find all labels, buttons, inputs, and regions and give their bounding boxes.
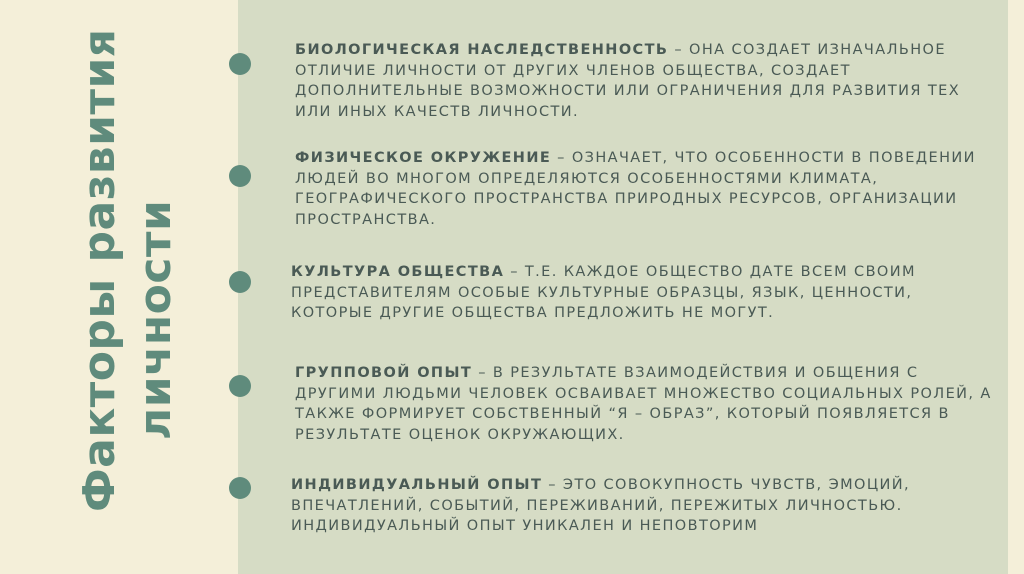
bullet-dot — [229, 271, 251, 293]
factor-text: – В РЕЗУЛЬТАТЕ ВЗАИМОДЕЙСТВИЯ И ОБЩЕНИЯ С ДРУГИМИ ЛЮДЬМИ ЧЕЛОВЕК ОСВАИВАЕТ МНОЖЕСТВО СОЦИАЛЬНЫХ РОЛЕЙ, А ТАКЖЕ ФОРМИРУЕТ СОБСТВЕННЫЙ “Я – ОБРАЗ”, КОТОРЫЙ ПОЯВЛЯЕТСЯ В РЕЗУЛЬТАТЕ ОЦЕНОК ОКРУЖАЮЩИХ. — [295, 365, 992, 443]
bullet-dot — [229, 375, 251, 397]
factor-text: – ОЗНАЧАЕТ, ЧТО ОСОБЕННОСТИ В ПОВЕДЕНИИ ЛЮДЕЙ ВО МНОГОМ ОПРЕДЕЛЯЮТСЯ ОСОБЕННОСТЯМИ КЛИМАТА, ГЕОГРАФИЧЕСКОГО ПРОСТРАНСТВА ПРИРОДНЫХ РЕСУРСОВ, ОРГАНИЗАЦИИ ПРОСТРАНСТВА. — [295, 150, 976, 228]
factor-item — [295, 40, 995, 122]
factor-item — [295, 363, 995, 445]
factor-item — [295, 148, 995, 230]
bullet-dot — [229, 477, 251, 499]
factor-item — [291, 475, 991, 537]
factor-term: ИНДИВИДУАЛЬНЫЙ ОПЫТ — [291, 477, 543, 493]
bullet-dot — [229, 53, 251, 75]
slide-title-line1: Факторы развития — [74, 28, 125, 512]
edge-strip — [1008, 0, 1024, 574]
factor-term: ФИЗИЧЕСКОЕ ОКРУЖЕНИЕ — [295, 150, 552, 166]
slide-title — [72, 28, 184, 512]
factor-text: – Т.Е. КАЖДОЕ ОБЩЕСТВО ДАТЕ ВСЕМ СВОИМ ПРЕДСТАВИТЕЛЯМ ОСОБЫЕ КУЛЬТУРНЫЕ ОБРАЗЦЫ, ЯЗЫК, ЦЕННОСТИ, КОТОРЫЕ ДРУГИЕ ОБЩЕСТВА ПРЕДЛОЖИТЬ НЕ МОГУТ. — [291, 264, 916, 321]
factor-text: – ЭТО СОВОКУПНОСТЬ ЧУВСТВ, ЭМОЦИЙ, ВПЕЧАТЛЕНИЙ, СОБЫТИЙ, ПЕРЕЖИВАНИЙ, ПЕРЕЖИТЫХ ЛИЧНОСТЬЮ. ИНДИВИДУАЛЬНЫЙ ОПЫТ УНИКАЛЕН И НЕПОВТОРИМ — [291, 477, 910, 534]
factor-term: БИОЛОГИЧЕСКАЯ НАСЛЕДСТВЕННОСТЬ — [295, 42, 669, 58]
bullet-dot — [229, 165, 251, 187]
factor-text: – ОНА СОЗДАЕТ ИЗНАЧАЛЬНОЕ ОТЛИЧИЕ ЛИЧНОСТИ ОТ ДРУГИХ ЧЛЕНОВ ОБЩЕСТВА, СОЗДАЕТ ДОПОЛНИТЕЛЬНЫЕ ВОЗМОЖНОСТИ ИЛИ ОГРАНИЧЕНИЯ ДЛЯ РАЗВИТИЯ ТЕХ ИЛИ ИНЫХ КАЧЕСТВ ЛИЧНОСТИ. — [295, 42, 961, 120]
factor-term: КУЛЬТУРА ОБЩЕСТВА — [291, 264, 505, 280]
factor-term: ГРУППОВОЙ ОПЫТ — [295, 365, 473, 381]
slide-title-line2: личности — [130, 199, 181, 440]
factor-item — [291, 262, 991, 324]
